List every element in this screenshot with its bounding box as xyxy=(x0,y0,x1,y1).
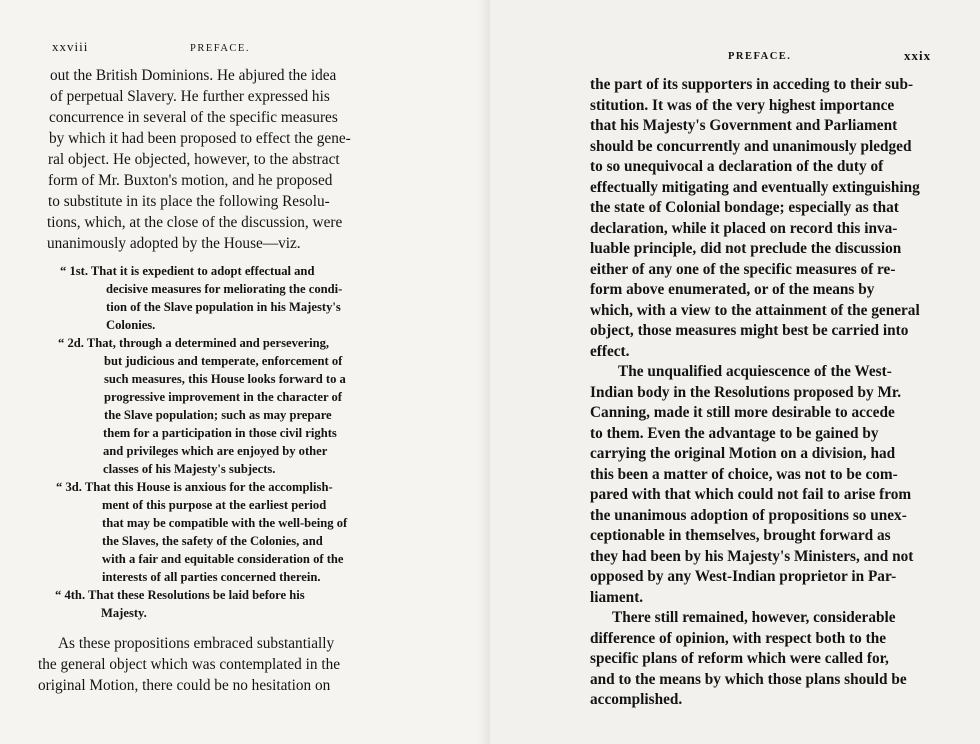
resolution-line: such measures, this House looks forward to a xyxy=(104,372,346,386)
text-line: effectually mitigating and eventually extinguishing xyxy=(590,178,920,196)
text-line: declaration, while it placed on record this inva- xyxy=(590,219,898,237)
resolution-line: Majesty. xyxy=(101,606,147,620)
text-line: and to the means by which those plans should be xyxy=(590,670,907,688)
text-line: they had been by his Majesty's Ministers, and not xyxy=(590,547,914,565)
text-line: accomplished. xyxy=(590,691,683,708)
resolution-line: and privileges which are enjoyed by other xyxy=(103,444,328,458)
text-line: object, those measures might best be carried into xyxy=(590,322,909,339)
resolution-line: the Slaves, the safety of the Colonies, and xyxy=(102,534,323,548)
resolution-line: but judicious and temperate, enforcement of xyxy=(104,354,343,368)
resolution-line: classes of his Majesty's subjects. xyxy=(103,462,276,476)
text-line: pared with that which could not fail to arise from xyxy=(590,486,912,503)
text-line: luable principle, did not preclude the discussion xyxy=(590,240,902,257)
text-line: difference of opinion, with respect both to the xyxy=(590,629,887,647)
text-line: The unqualified acquiescence of the West- xyxy=(618,363,892,380)
text-line: the general object which was contemplated in the xyxy=(38,656,341,673)
text-line: which, with a view to the attainment of the general xyxy=(590,301,920,319)
resolution-line: them for a participation in those civil rights xyxy=(103,426,337,440)
text-line: effect. xyxy=(590,342,630,360)
text-line: tions, which, at the close of the discussion, were xyxy=(47,214,343,231)
resolution-line: “ 2d. That, through a determined and persevering, xyxy=(58,336,330,350)
text-line: ceptionable in themselves, brought forward as xyxy=(590,527,891,544)
text-line: form of Mr. Buxton's motion, and he proposed xyxy=(48,172,333,189)
resolution-line: with a fair and equitable consideration of the xyxy=(102,552,344,566)
text-line: form above enumerated, or of the means by xyxy=(590,281,875,298)
resolution-line: that may be compatible with the well-being of xyxy=(102,516,348,530)
right-page xyxy=(490,0,980,744)
text-line: out the British Dominions. He abjured the idea xyxy=(50,67,337,84)
text-line: As these propositions embraced substantially xyxy=(58,635,335,652)
text-line: carrying the original Motion on a division, had xyxy=(590,445,896,462)
text-line: original Motion, there could be no hesitation on xyxy=(38,677,331,694)
text-line: Canning, made it still more desirable to accede xyxy=(590,404,895,421)
text-line: should be concurrently and unanimously pledged xyxy=(590,137,912,155)
text-line: by which it had been proposed to effect the gene- xyxy=(49,130,351,147)
left-running-head: PREFACE. xyxy=(190,43,250,54)
resolution-line: the Slave population; such as may prepare xyxy=(104,408,332,422)
text-line: to so unequivocal a declaration of the duty of xyxy=(590,158,884,175)
right-running-head: PREFACE. xyxy=(728,51,792,62)
resolution-line: progressive improvement in the character of xyxy=(104,390,342,404)
text-line: unanimously adopted by the House—viz. xyxy=(47,235,301,252)
text-line: that his Majesty's Government and Parliament xyxy=(590,117,898,134)
resolution-line: “ 1st. That it is expedient to adopt effectual and xyxy=(60,264,315,278)
resolution-line: decisive measures for meliorating the condi- xyxy=(106,282,343,296)
resolution-line: Colonies. xyxy=(106,318,156,332)
text-line: stitution. It was of the very highest importance xyxy=(590,96,895,114)
text-line: the part of its supporters in acceding to their sub- xyxy=(590,76,914,93)
text-line: the unanimous adoption of propositions so unex- xyxy=(590,506,907,524)
text-line: specific plans of reform which were called for, xyxy=(590,650,889,667)
text-line: the state of Colonial bondage; especially as that xyxy=(590,199,899,216)
text-line: There still remained, however, considerable xyxy=(612,609,896,626)
resolution-line: interests of all parties concerned therein. xyxy=(102,570,321,584)
text-line: ral object. He objected, however, to the abstract xyxy=(48,151,340,168)
text-line: of perpetual Slavery. He further expressed his xyxy=(50,88,330,105)
left-page-number: xxviii xyxy=(52,39,89,54)
resolution-line: “ 4th. That these Resolutions be laid before his xyxy=(55,588,305,602)
text-line: concurrence in several of the specific measures xyxy=(49,109,338,126)
text-line: liament. xyxy=(590,588,644,606)
text-line: either of any one of the specific measures of re- xyxy=(590,260,896,278)
text-line: Indian body in the Resolutions proposed by Mr. xyxy=(590,383,902,401)
text-line: opposed by any West-Indian proprietor in Par- xyxy=(590,568,897,585)
resolution-line: “ 3d. That this House is anxious for the accomplish- xyxy=(56,480,333,494)
resolution-line: ment of this purpose at the earliest period xyxy=(102,498,327,512)
resolution-line: tion of the Slave population in his Majesty's xyxy=(106,300,341,314)
text-line: to them. Even the advantage to be gained by xyxy=(590,424,879,442)
text-line: to substitute in its place the following Resolu- xyxy=(48,193,330,210)
right-page-number: xxix xyxy=(904,48,932,63)
text-line: this been a matter of choice, was not to be com- xyxy=(590,465,898,483)
